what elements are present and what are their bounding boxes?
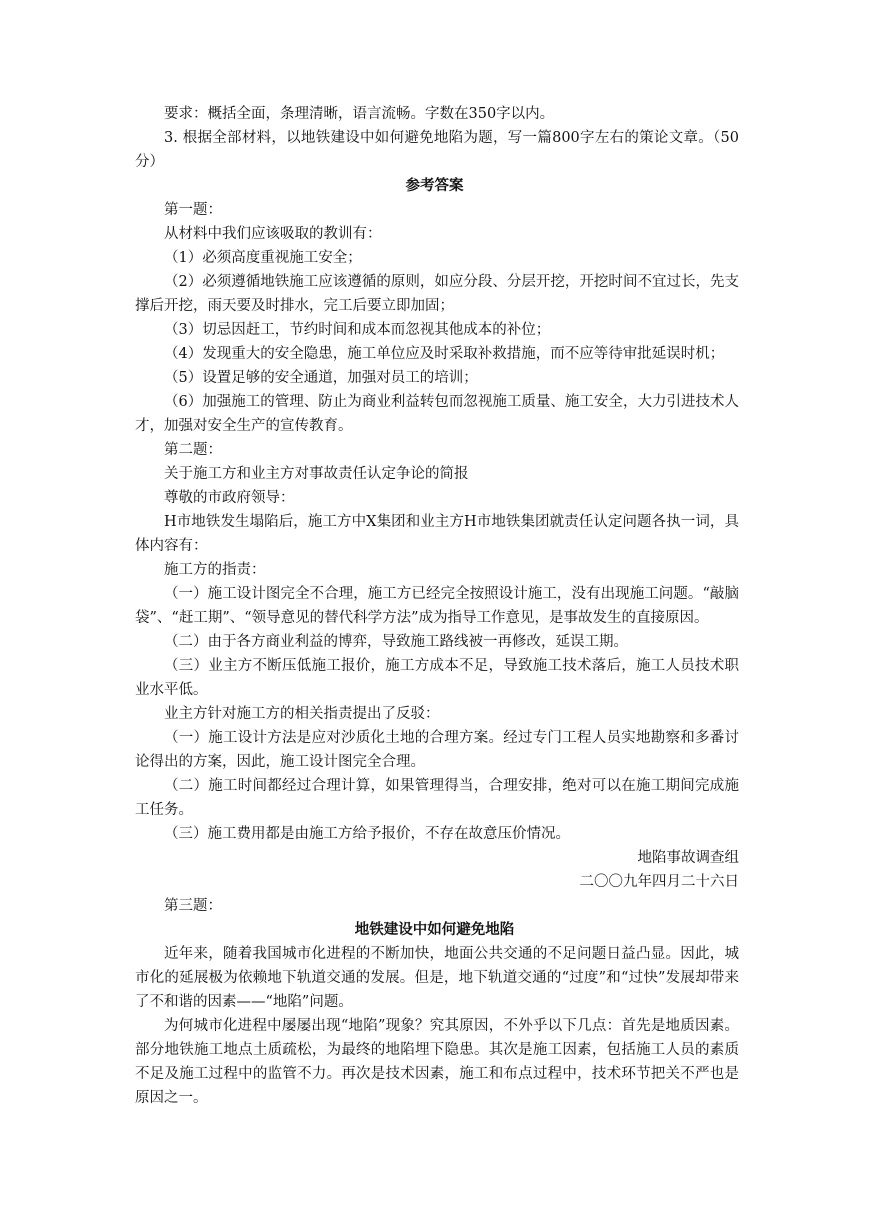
contractor-claims-label: 施工方的指责： [164,562,266,578]
answer-1-label: 第一题： [164,202,222,218]
brief-title: 关于施工方和业主方对事故责任认定争论的简报 [164,466,469,482]
brief-salutation: 尊敬的市政府领导： [164,490,295,506]
brief-paragraph: H市地铁发生塌陷后，施工方中X集团和业主方H市地铁集团就责任认定问题各执一词，具体内容有： [135,514,740,554]
lessons-intro: 从材料中我们应该吸取的教训有： [164,226,382,242]
lesson-item: （3）切忌因赶工，节约时间和成本而忽视其他成本的补位； [164,322,551,338]
lesson-item: （6）加强施工的管理、防止为商业利益转包而忽视施工质量、施工安全，大力引进技术人才，加强对安全生产的宣传教育。 [135,394,739,434]
signature-date: 二〇〇九年四月二十六日 [579,874,739,890]
essay-paragraph: 为何城市化进程中屡屡出现“地陷”现象？究其原因，不外乎以下几点：首先是地质因素。部分地铁施工地点土质疏松，为最终的地陷埋下隐患。其次是施工因素，包括施工人员的素质不足及施工过程中的监管不力。再次是技术因素，施工和布点过程中，技术环节把关不严也是原因之一。 [135,1018,739,1106]
owner-rebuttal: （一）施工设计方法是应对沙质化土地的合理方案。经过专门工程人员实地勘察和多番讨论得出的方案，因此，施工设计图完全合理。 [135,730,739,770]
lesson-item: （4）发现重大的安全隐患，施工单位应及时采取补救措施，而不应等待审批延误时机； [164,346,725,362]
signature-org: 地陷事故调查组 [637,850,739,866]
answer-3-label: 第三题： [164,898,222,914]
lesson-item: （1）必须高度重视施工安全； [164,250,362,266]
requirement-line: 要求：概括全面，条理清晰，语言流畅。字数在350字以内。 [164,106,555,122]
contractor-claim: （二）由于各方商业利益的博弈，导致施工路线被一再修改，延误工期。 [164,634,628,650]
contractor-claim: （一）施工设计图完全不合理，施工方已经完全按照设计施工，没有出现施工问题。“敲脑袋”、“赶工期”、“领导意见的替代科学方法”成为指导工作意见，是事故发生的直接原因。 [135,586,739,626]
owner-rebuttal-label: 业主方针对施工方的相关指责提出了反驳： [164,706,440,722]
owner-rebuttal: （三）施工费用都是由施工方给予报价，不存在故意压价情况。 [164,826,570,842]
question-3-prompt: 3. 根据全部材料，以地铁建设中如何避免地陷为题，写一篇800字左右的策论文章。（50分） [135,130,739,170]
essay-title: 地铁建设中如何避免地陷 [354,922,515,938]
lesson-item: （2）必须遵循地铁施工应该遵循的原则，如应分段、分层开挖，开挖时间不宜过长，先支撑后开挖，雨天要及时排水，完工后要立即加固； [135,274,739,314]
essay-paragraph: 近年来，随着我国城市化进程的不断加快，地面公共交通的不足问题日益凸显。因此，城市化的延展极为依赖地下轨道交通的发展。但是，地下轨道交通的“过度”和“过快”发展却带来了不和谐的因素——“地陷”问题。 [135,946,739,1010]
answer-heading: 参考答案 [405,178,464,194]
lesson-item: （5）设置足够的安全通道，加强对员工的培训； [164,370,478,386]
answer-2-label: 第二题： [164,442,222,458]
owner-rebuttal: （二）施工时间都经过合理计算，如果管理得当，合理安排，绝对可以在施工期间完成施工任务。 [135,778,739,818]
contractor-claim: （三）业主方不断压低施工报价，施工方成本不足，导致施工技术落后，施工人员技术职业水平低。 [135,658,739,698]
